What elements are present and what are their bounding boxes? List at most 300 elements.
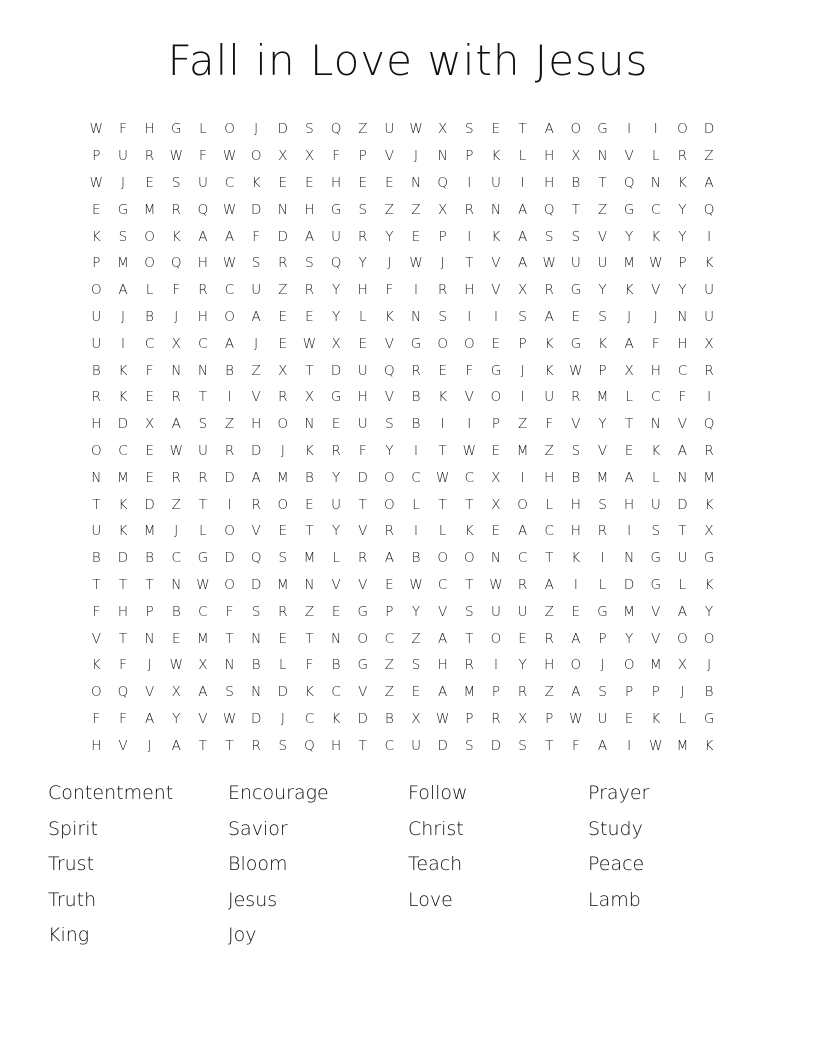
grid-letter: N xyxy=(624,550,635,567)
grid-row xyxy=(83,357,722,384)
grid-letter: X xyxy=(704,523,714,540)
grid-letter: T xyxy=(198,389,207,406)
grid-letter: Y xyxy=(678,201,687,218)
grid-letter: H xyxy=(437,657,448,674)
grid-letter: A xyxy=(597,737,608,754)
grid-letter: U xyxy=(91,308,102,325)
grid-letter: K xyxy=(651,710,661,727)
grid-letter: O xyxy=(703,630,715,647)
grid-letter: I xyxy=(467,416,472,433)
grid-letter: E xyxy=(145,469,154,486)
grid-letter: T xyxy=(305,523,314,540)
grid-letter: A xyxy=(304,228,315,245)
grid-letter: V xyxy=(597,228,608,245)
grid-letter: M xyxy=(117,255,129,272)
grid-letter: K xyxy=(651,442,661,459)
grid-letter: K xyxy=(118,362,128,379)
grid-letter: A xyxy=(517,255,528,272)
grid-letter: U xyxy=(704,282,714,299)
grid-letter: T xyxy=(465,576,474,593)
grid-letter: H xyxy=(144,121,155,138)
grid-letter: E xyxy=(305,308,314,325)
grid-letter: J xyxy=(147,737,152,754)
word-list-item: King xyxy=(48,924,90,946)
grid-letter: W xyxy=(649,737,663,754)
grid-letter: B xyxy=(704,684,714,701)
grid-letter: Z xyxy=(704,148,714,165)
grid-letter: D xyxy=(277,684,288,701)
grid-letter: A xyxy=(624,469,634,486)
grid-letter: I xyxy=(414,442,418,459)
grid-letter: U xyxy=(384,121,395,138)
grid-letter: S xyxy=(598,308,607,325)
grid-letter: I xyxy=(414,282,418,299)
grid-letter: P xyxy=(625,684,634,701)
grid-letter: N xyxy=(677,469,688,486)
grid-letter: F xyxy=(145,362,154,379)
word-list-item: Follow xyxy=(408,782,468,804)
grid-letter: T xyxy=(598,174,607,191)
grid-letter: T xyxy=(438,496,447,513)
word-list-item: Study xyxy=(588,817,643,840)
grid-letter: B xyxy=(331,657,341,674)
grid-letter: Y xyxy=(678,282,687,299)
word-list-item: Savior xyxy=(228,817,288,840)
grid-letter: N xyxy=(197,362,208,379)
grid-letter: M xyxy=(276,469,289,486)
grid-letter: U xyxy=(331,228,342,245)
grid-letter: K xyxy=(305,442,314,459)
grid-letter: U xyxy=(490,603,501,620)
grid-letter: P xyxy=(358,148,367,165)
grid-letter: W xyxy=(435,710,450,727)
grid-letter: B xyxy=(145,550,155,567)
grid-letter: D xyxy=(490,737,502,754)
grid-letter: K xyxy=(624,282,634,299)
grid-letter: U xyxy=(331,496,342,513)
grid-letter: W xyxy=(222,148,237,165)
grid-letter: O xyxy=(490,389,502,406)
grid-letter: P xyxy=(651,684,660,701)
grid-letter: V xyxy=(597,442,608,459)
grid-letter: U xyxy=(197,442,208,459)
grid-letter: V xyxy=(651,630,661,647)
grid-letter: E xyxy=(145,174,154,191)
word-list-item: Trust xyxy=(48,853,95,875)
grid-letter: X xyxy=(704,335,714,352)
grid-letter: L xyxy=(199,523,207,540)
grid-letter: F xyxy=(678,389,687,406)
grid-letter: E xyxy=(624,442,634,459)
grid-letter: I xyxy=(573,576,578,593)
grid-letter: Y xyxy=(518,657,527,674)
grid-letter: D xyxy=(250,576,262,593)
grid-letter: N xyxy=(251,630,262,647)
grid-letter: W xyxy=(542,255,556,272)
grid-letter: H xyxy=(197,255,208,272)
grid-letter: M xyxy=(276,576,289,593)
grid-row xyxy=(83,732,722,759)
grid-letter: A xyxy=(171,737,181,754)
grid-letter: A xyxy=(677,442,688,459)
grid-letter: R xyxy=(597,523,608,540)
grid-letter: R xyxy=(491,710,501,727)
grid-letter: T xyxy=(92,576,101,593)
page-title: Fall in Love with Jesus xyxy=(167,36,649,85)
grid-letter: V xyxy=(384,389,394,406)
grid-letter: C xyxy=(171,550,181,567)
grid-letter: T xyxy=(198,496,207,513)
grid-letter: T xyxy=(358,496,367,513)
grid-row xyxy=(83,518,722,545)
grid-letter: X xyxy=(278,362,288,379)
grid-letter: P xyxy=(438,228,447,245)
grid-letter: K xyxy=(491,228,501,245)
grid-letter: Y xyxy=(678,228,687,245)
grid-letter: A xyxy=(438,630,448,647)
grid-letter: H xyxy=(544,469,555,486)
grid-letter: R xyxy=(171,469,181,486)
grid-letter: J xyxy=(280,442,285,459)
grid-letter: D xyxy=(224,550,235,567)
grid-letter: G xyxy=(490,362,502,379)
grid-letter: U xyxy=(490,174,501,191)
grid-letter: K xyxy=(704,576,714,593)
grid-letter: R xyxy=(677,148,688,165)
grid-letter: F xyxy=(119,710,127,727)
grid-letter: E xyxy=(145,389,154,406)
grid-letter: D xyxy=(677,496,688,513)
word-list-item: Peace xyxy=(588,853,645,875)
grid-letter: T xyxy=(198,737,207,754)
grid-letter: H xyxy=(544,657,555,674)
grid-letter: Q xyxy=(623,174,635,191)
grid-row xyxy=(83,277,722,304)
grid-letter: G xyxy=(597,121,608,138)
grid-letter: L xyxy=(678,576,687,593)
grid-letter: Z xyxy=(251,362,261,379)
grid-letter: O xyxy=(384,496,395,513)
grid-letter: N xyxy=(277,201,288,218)
grid-letter: K xyxy=(251,174,261,191)
grid-letter: U xyxy=(91,523,102,540)
grid-letter: D xyxy=(144,496,155,513)
grid-letter: R xyxy=(704,362,714,379)
grid-letter: M xyxy=(676,737,689,754)
grid-letter: F xyxy=(385,282,394,299)
grid-letter: N xyxy=(437,148,448,165)
grid-letter: Z xyxy=(597,201,608,218)
grid-letter: K xyxy=(91,657,101,674)
grid-letter: D xyxy=(623,576,635,593)
grid-letter: T xyxy=(545,550,554,567)
grid-letter: A xyxy=(677,603,688,620)
grid-letter: E xyxy=(171,630,181,647)
grid-letter: E xyxy=(278,335,288,352)
grid-letter: W xyxy=(649,255,663,272)
grid-letter: G xyxy=(357,657,368,674)
grid-letter: T xyxy=(358,737,367,754)
grid-letter: T xyxy=(518,121,527,138)
grid-letter: X xyxy=(517,710,528,727)
grid-letter: Q xyxy=(330,255,342,272)
grid-letter: I xyxy=(227,496,232,513)
grid-letter: U xyxy=(357,416,368,433)
grid-letter: R xyxy=(464,657,474,674)
grid-letter: E xyxy=(278,630,288,647)
grid-letter: G xyxy=(117,201,129,218)
grid-letter: F xyxy=(305,657,314,674)
grid-letter: N xyxy=(251,684,262,701)
grid-letter: T xyxy=(225,630,234,647)
grid-letter: H xyxy=(650,362,661,379)
grid-letter: R xyxy=(358,550,368,567)
grid-letter: I xyxy=(520,174,525,191)
grid-letter: E xyxy=(305,496,314,513)
grid-letter: L xyxy=(412,496,420,513)
grid-letter: V xyxy=(251,523,261,540)
grid-letter: G xyxy=(570,282,582,299)
grid-letter: D xyxy=(437,737,448,754)
grid-letter: C xyxy=(198,335,208,352)
grid-letter: G xyxy=(197,550,209,567)
grid-letter: X xyxy=(331,335,341,352)
grid-letter: R xyxy=(144,148,155,165)
grid-letter: G xyxy=(171,121,182,138)
grid-letter: I xyxy=(653,121,658,138)
grid-letter: R xyxy=(358,228,368,245)
grid-row xyxy=(83,250,722,277)
grid-letter: S xyxy=(225,684,234,701)
grid-letter: C xyxy=(677,362,688,379)
grid-letter: O xyxy=(250,148,262,165)
grid-letter: W xyxy=(569,362,583,379)
grid-letter: J xyxy=(174,523,179,540)
grid-letter: W xyxy=(462,442,476,459)
grid-letter: D xyxy=(250,201,262,218)
grid-letter: K xyxy=(651,228,661,245)
grid-letter: J xyxy=(254,121,259,138)
grid-letter: H xyxy=(624,496,635,513)
grid-letter: E xyxy=(331,603,341,620)
grid-letter: P xyxy=(491,416,500,433)
grid-letter: S xyxy=(358,201,368,218)
grid-letter: V xyxy=(384,335,394,352)
grid-letter: P xyxy=(545,710,554,727)
grid-letter: Z xyxy=(544,684,554,701)
grid-letter: E xyxy=(491,121,501,138)
grid-letter: N xyxy=(597,148,608,165)
grid-letter: O xyxy=(677,630,688,647)
grid-letter: J xyxy=(600,657,605,674)
word-list-item: Love xyxy=(408,888,453,911)
grid-letter: M xyxy=(516,442,529,459)
grid-letter: V xyxy=(624,148,634,165)
grid-letter: Y xyxy=(704,603,714,620)
grid-letter: R xyxy=(171,389,181,406)
grid-letter: T xyxy=(465,496,474,513)
grid-letter: J xyxy=(627,308,632,325)
grid-row xyxy=(83,706,722,733)
grid-letter: D xyxy=(250,442,262,459)
grid-row xyxy=(83,545,722,572)
grid-letter: M xyxy=(197,630,209,647)
grid-letter: R xyxy=(198,469,208,486)
grid-letter: Q xyxy=(117,684,129,701)
grid-letter: K xyxy=(544,362,554,379)
word-list-item: Encourage xyxy=(228,782,329,804)
grid-letter: C xyxy=(437,576,448,593)
grid-letter: S xyxy=(118,228,128,245)
grid-letter: U xyxy=(91,335,102,352)
grid-letter: X xyxy=(171,684,181,701)
grid-letter: W xyxy=(409,576,423,593)
grid-letter: F xyxy=(545,416,554,433)
grid-letter: S xyxy=(305,121,314,138)
grid-letter: O xyxy=(277,496,289,513)
grid-letter: V xyxy=(331,576,341,593)
grid-letter: J xyxy=(280,710,285,727)
grid-letter: O xyxy=(517,496,528,513)
grid-letter: H xyxy=(570,496,581,513)
grid-letter: O xyxy=(224,121,235,138)
grid-row xyxy=(83,304,722,331)
grid-letter: U xyxy=(411,737,421,754)
grid-row xyxy=(83,223,722,250)
grid-letter: W xyxy=(222,255,237,272)
grid-letter: O xyxy=(463,335,475,352)
grid-letter: V xyxy=(464,389,474,406)
grid-letter: L xyxy=(199,121,207,138)
grid-letter: B xyxy=(411,550,421,567)
grid-letter: M xyxy=(623,603,635,620)
grid-letter: O xyxy=(224,523,235,540)
grid-letter: B xyxy=(411,416,421,433)
grid-letter: K xyxy=(677,174,687,191)
grid-letter: R xyxy=(251,737,261,754)
grid-letter: V xyxy=(491,255,501,272)
grid-letter: A xyxy=(118,282,128,299)
grid-letter: F xyxy=(92,603,101,620)
grid-letter: S xyxy=(251,603,261,620)
grid-letter: E xyxy=(624,710,634,727)
grid-letter: W xyxy=(222,201,237,218)
grid-letter: S xyxy=(385,416,394,433)
grid-letter: I xyxy=(467,174,472,191)
grid-letter: S xyxy=(598,684,607,701)
grid-row xyxy=(83,438,722,465)
grid-letter: P xyxy=(598,630,607,647)
word-list xyxy=(48,782,768,960)
grid-letter: C xyxy=(144,335,155,352)
grid-letter: R xyxy=(384,523,395,540)
grid-letter: S xyxy=(278,737,288,754)
grid-letter: P xyxy=(385,603,394,620)
grid-letter: B xyxy=(571,469,581,486)
grid-letter: K xyxy=(118,389,128,406)
grid-letter: H xyxy=(464,282,475,299)
grid-letter: I xyxy=(600,550,605,567)
word-list-item: Teach xyxy=(408,853,463,875)
grid-letter: N xyxy=(224,657,235,674)
grid-letter: G xyxy=(570,335,582,352)
grid-letter: S xyxy=(411,657,421,674)
grid-letter: E xyxy=(92,201,101,218)
grid-letter: V xyxy=(651,282,661,299)
grid-letter: H xyxy=(677,335,688,352)
grid-letter: R xyxy=(331,442,341,459)
grid-letter: T xyxy=(305,362,314,379)
word-list-item: Lamb xyxy=(588,888,641,911)
grid-letter: Y xyxy=(625,630,634,647)
grid-letter: V xyxy=(91,630,101,647)
grid-letter: Q xyxy=(330,121,342,138)
grid-letter: X xyxy=(571,148,581,165)
grid-letter: Q xyxy=(384,362,395,379)
grid-letter: A xyxy=(171,416,181,433)
grid-letter: M xyxy=(596,469,609,486)
grid-letter: F xyxy=(358,442,367,459)
grid-letter: P xyxy=(678,255,687,272)
grid-letter: Z xyxy=(278,282,288,299)
grid-letter: N xyxy=(677,308,688,325)
grid-letter: C xyxy=(384,630,395,647)
grid-letter: L xyxy=(438,523,447,540)
grid-letter: Q xyxy=(703,416,715,433)
grid-letter: C xyxy=(544,523,554,540)
grid-letter: N xyxy=(490,550,501,567)
letter-grid xyxy=(83,116,722,759)
grid-letter: C xyxy=(304,710,315,727)
grid-letter: U xyxy=(650,496,661,513)
grid-letter: G xyxy=(703,710,715,727)
grid-letter: L xyxy=(598,576,607,593)
grid-letter: L xyxy=(145,282,154,299)
grid-letter: R xyxy=(304,282,315,299)
grid-letter: K xyxy=(571,550,581,567)
grid-letter: S xyxy=(305,255,314,272)
grid-letter: O xyxy=(437,550,448,567)
grid-letter: N xyxy=(410,308,422,325)
grid-letter: Y xyxy=(172,710,181,727)
grid-letter: N xyxy=(304,416,315,433)
word-list-item: Prayer xyxy=(588,782,650,804)
grid-letter: T xyxy=(438,442,447,459)
grid-letter: E xyxy=(331,416,341,433)
grid-letter: X xyxy=(278,148,288,165)
grid-letter: Q xyxy=(197,201,209,218)
grid-letter: H xyxy=(197,308,208,325)
grid-letter: S xyxy=(251,255,261,272)
grid-letter: G xyxy=(703,550,715,567)
grid-row xyxy=(83,491,722,518)
grid-letter: S xyxy=(465,121,474,138)
grid-letter: F xyxy=(225,603,234,620)
grid-letter: E xyxy=(278,174,288,191)
grid-letter: B xyxy=(91,362,101,379)
grid-letter: I xyxy=(627,523,632,540)
grid-letter: P xyxy=(518,335,527,352)
grid-letter: K xyxy=(598,335,607,352)
grid-letter: O xyxy=(277,416,289,433)
grid-letter: K xyxy=(704,737,714,754)
grid-letter: Z xyxy=(384,684,394,701)
grid-letter: U xyxy=(704,308,714,325)
grid-row xyxy=(83,572,722,599)
grid-letter: U xyxy=(197,174,208,191)
grid-letter: E xyxy=(278,308,288,325)
grid-letter: J xyxy=(414,148,418,165)
